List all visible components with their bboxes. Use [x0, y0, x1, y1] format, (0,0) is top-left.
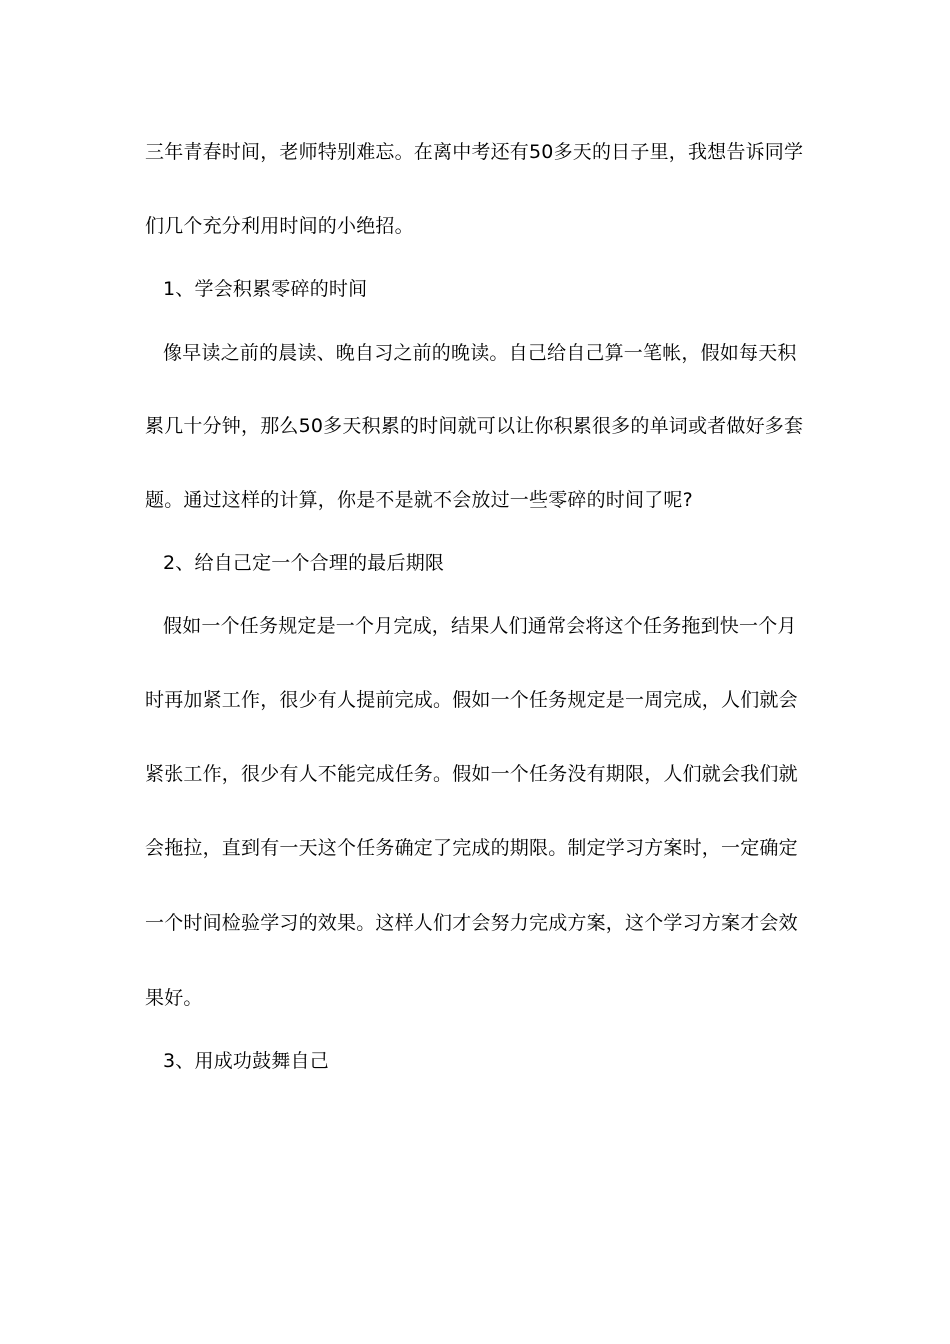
paragraph-line: 时再加紧工作，很少有人提前完成。假如一个任务规定是一周完成，人们就会	[145, 689, 798, 711]
paragraph-line: 一个时间检验学习的效果。这样人们才会努力完成方案，这个学习方案才会效	[145, 912, 798, 934]
paragraph-line: 们几个充分利用时间的小绝招。	[145, 215, 414, 237]
paragraph-line: 假如一个任务规定是一个月完成，结果人们通常会将这个任务拖到快一个月	[163, 615, 797, 637]
paragraph-line: 三年青春时间，老师特别难忘。在离中考还有50多天的日子里，我想告诉同学	[145, 141, 804, 163]
paragraph-line: 果好。	[145, 987, 203, 1009]
section-heading-3: 3、用成功鼓舞自己	[163, 1050, 329, 1072]
section-heading-1: 1、学会积累零碎的时间	[163, 278, 368, 300]
paragraph-line: 会拖拉，直到有一天这个任务确定了完成的期限。制定学习方案时，一定确定	[145, 837, 798, 859]
paragraph-line: 题。通过这样的计算，你是不是就不会放过一些零碎的时间了呢?	[145, 489, 693, 511]
paragraph-line: 像早读之前的晨读、晚自习之前的晚读。自己给自己算一笔帐，假如每天积	[163, 342, 797, 364]
paragraph-line: 累几十分钟，那么50多天积累的时间就可以让你积累很多的单词或者做好多套	[145, 415, 804, 437]
paragraph-line: 紧张工作，很少有人不能完成任务。假如一个任务没有期限，人们就会我们就	[145, 763, 798, 785]
section-heading-2: 2、给自己定一个合理的最后期限	[163, 552, 445, 574]
